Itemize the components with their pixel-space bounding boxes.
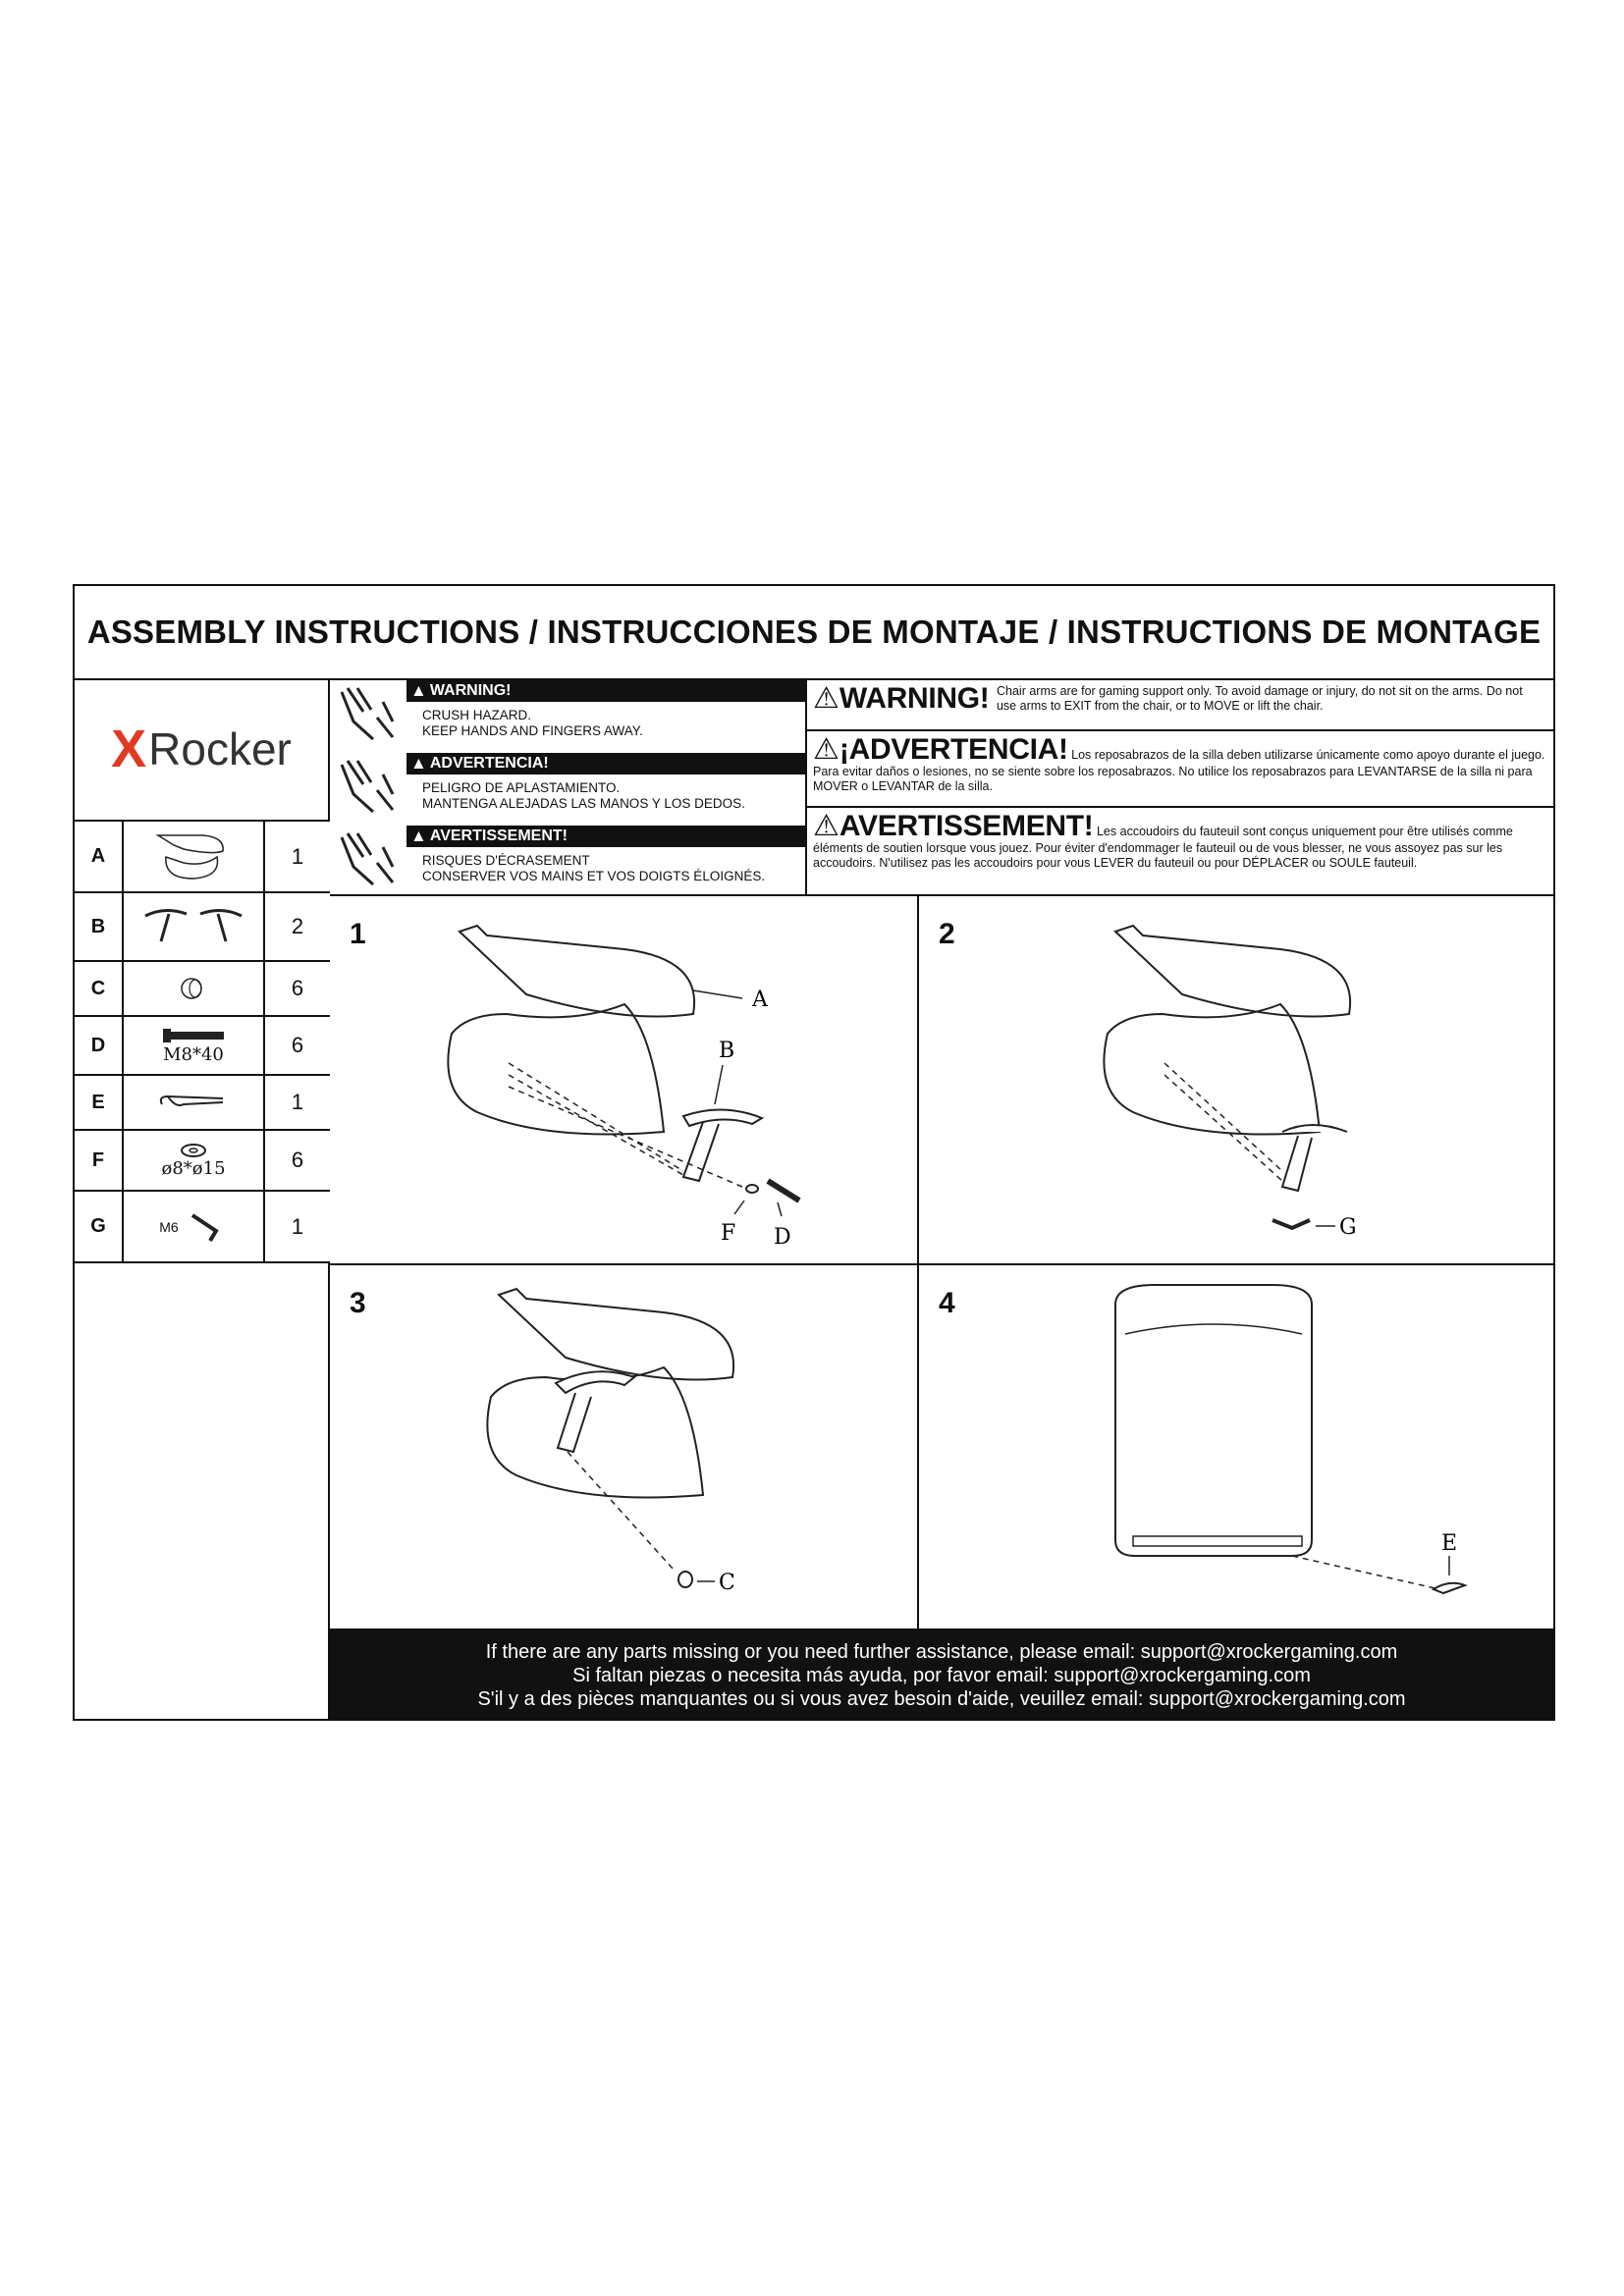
part-qty: 6	[291, 1033, 304, 1057]
hazard-text: CRUSH HAZARD. KEEP HANDS AND FINGERS AWAY.	[422, 708, 643, 738]
xrocker-logo	[111, 719, 292, 779]
warning-triangle-icon: ⚠	[813, 682, 839, 715]
callout-c: C	[719, 1571, 735, 1595]
part-row-d	[75, 1017, 330, 1076]
armrest-icon	[124, 893, 265, 960]
logo-cell	[75, 678, 330, 822]
warning-heading: ¡ADVERTENCIA!	[839, 733, 1068, 766]
hazard-text: RISQUES D'ÉCRASEMENT CONSERVER VOS MAINS ET VOS DOIGTS ÉLOIGNÉS.	[422, 853, 766, 883]
part-row-f	[75, 1131, 330, 1192]
hazard-heading: ▲ WARNING!	[406, 680, 805, 702]
part-qty: 1	[291, 1090, 304, 1114]
step-4-diagram	[919, 1265, 1555, 1629]
step-2-panel	[919, 896, 1555, 1265]
logo-x: X	[111, 720, 147, 778]
allen-key-icon	[124, 1192, 265, 1261]
part-qty: 2	[291, 914, 304, 938]
chair-body-icon	[124, 822, 265, 891]
warning-triangle-icon: ⚠	[813, 810, 839, 842]
hazard-row-es	[330, 751, 805, 824]
part-qty: 1	[291, 843, 304, 869]
warning-fr	[807, 812, 1553, 871]
hazard-heading: ▲ AVERTISSEMENT!	[406, 826, 805, 847]
step-4-panel	[919, 1265, 1555, 1629]
hand-crush-icon	[334, 828, 403, 890]
parts-list	[75, 822, 330, 1263]
part-letter: D	[75, 1017, 124, 1074]
callout-e: E	[1441, 1531, 1458, 1556]
step-1-diagram	[330, 896, 919, 1265]
part-row-e	[75, 1076, 330, 1131]
divider	[807, 729, 1553, 731]
warning-heading: WARNING!	[839, 682, 990, 715]
hazard-row-en	[330, 678, 805, 751]
step-number: 2	[939, 918, 955, 950]
step-3-diagram	[330, 1265, 919, 1629]
warning-text: Los reposabrazos de la silla deben utilizarse únicamente como apoyo durante el juego. Para evitar daños o lesiones, no se siente sobre los reposabrazos. No utilice los reposabrazos para LEVANTARSE de la silla ni para MOVER o LEVANTAR de la silla.	[813, 748, 1545, 793]
step-3-panel	[330, 1265, 919, 1629]
hazard-heading: ▲ ADVERTENCIA!	[406, 753, 805, 774]
part-row-c	[75, 962, 330, 1017]
footer-line-fr: S'il y a des pièces manquantes ou si vous avez besoin d'aide, veuillez email: support@xrockergaming.com	[477, 1688, 1406, 1710]
warning-text: Les accoudoirs du fauteuil sont conçus uniquement pour être utilisés comme éléments de soutien lorsque vous jouez. Pour éviter d'endommager le fauteuil ou de vous blesser, ne vous assoyez pas sur les accoudoirs. N'utilisez pas les accoudoirs pour vous LEVER du fauteuil ou pour DÉPLACER ou SOULE fauteuil.	[813, 825, 1513, 870]
part-qty: 6	[291, 976, 304, 1000]
logo-text: Rocker	[148, 723, 292, 774]
cap-icon	[124, 962, 265, 1015]
part-letter: F	[75, 1131, 124, 1190]
hand-crush-icon	[334, 682, 403, 745]
allen-key-label: M6	[159, 1218, 179, 1235]
instruction-sheet	[73, 584, 1555, 1721]
warning-heading: AVERTISSEMENT!	[839, 810, 1094, 842]
support-footer	[330, 1629, 1553, 1719]
warning-triangle-icon: ▲	[410, 681, 427, 700]
hazard-row-fr	[330, 824, 805, 896]
footer-line-en: If there are any parts missing or you need further assistance, please email: support@xrockergaming.com	[485, 1641, 1398, 1663]
part-qty: 6	[291, 1148, 304, 1172]
warning-triangle-icon: ⚠	[813, 733, 839, 766]
part-letter: E	[75, 1076, 124, 1129]
step-number: 4	[939, 1287, 955, 1319]
divider	[807, 806, 1553, 808]
callout-g: G	[1339, 1215, 1357, 1240]
warning-es	[807, 735, 1553, 794]
warning-text: Chair arms are for gaming support only. To avoid damage or injury, do not sit on the arms. Do not use arms to EXIT from the chair, or to MOVE or lift the chair.	[996, 684, 1523, 713]
step-number: 3	[350, 1287, 366, 1319]
crush-hazard-panel	[330, 678, 807, 896]
callout-a: A	[752, 988, 768, 1012]
washer-icon	[124, 1131, 265, 1190]
warning-en	[807, 684, 1553, 714]
footer-line-es: Si faltan piezas o necesita más ayuda, por favor email: support@xrockergaming.com	[572, 1665, 1311, 1686]
arm-warning-panel	[807, 678, 1553, 896]
callout-f: F	[721, 1221, 736, 1246]
hazard-text: PELIGRO DE APLASTAMIENTO. MANTENGA ALEJADAS LAS MANOS Y LOS DEDOS.	[422, 780, 745, 811]
part-letter: G	[75, 1192, 124, 1261]
part-letter: B	[75, 893, 124, 960]
part-row-a	[75, 822, 330, 893]
clip-icon	[124, 1076, 265, 1129]
part-letter: C	[75, 962, 124, 1015]
warning-triangle-icon: ▲	[410, 827, 427, 845]
part-row-b	[75, 893, 330, 962]
part-letter: A	[75, 822, 124, 891]
callout-b: B	[719, 1039, 735, 1063]
washer-label: ø8*ø15	[161, 1157, 226, 1179]
step-number: 1	[350, 918, 366, 950]
part-row-g	[75, 1192, 330, 1263]
hand-crush-icon	[334, 755, 403, 818]
callout-d: D	[774, 1225, 791, 1250]
bolt-icon	[124, 1017, 265, 1074]
left-blank-cell	[75, 1263, 330, 1721]
step-1-panel	[330, 896, 919, 1265]
page-title: ASSEMBLY INSTRUCTIONS / INSTRUCCIONES DE MONTAJE / INSTRUCTIONS DE MONTAGE	[75, 586, 1553, 680]
bolt-label: M8*40	[163, 1043, 224, 1065]
step-2-diagram	[919, 896, 1555, 1265]
part-qty: 1	[291, 1213, 304, 1239]
warning-triangle-icon: ▲	[410, 754, 427, 773]
